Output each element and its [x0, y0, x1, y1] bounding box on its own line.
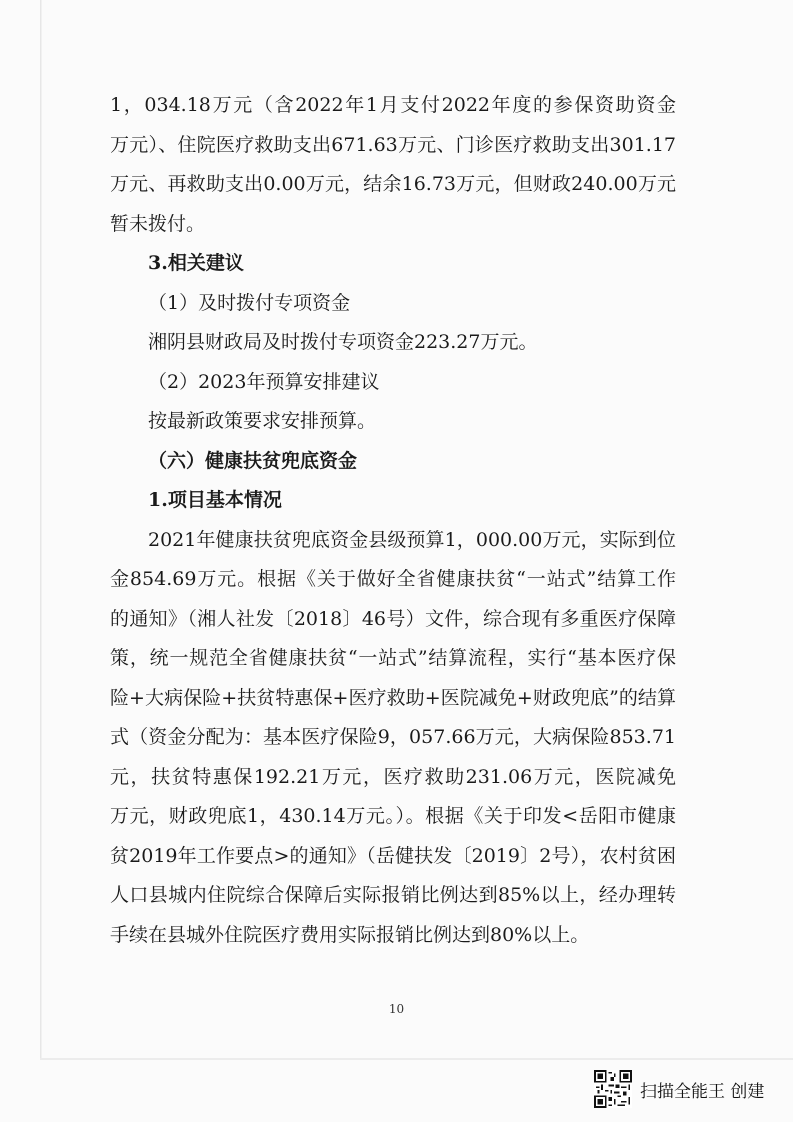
- text-line: 1.项目基本情况: [148, 489, 282, 511]
- text-line: 贫2019年工作要点>的通知》（岳健扶发〔2019〕2号），农村贫困: [110, 844, 676, 867]
- text-line: 暂未拨付。: [110, 212, 206, 235]
- text-line: 元，扶贫特惠保192.21万元，医疗救助231.06万元，医院减免: [110, 765, 676, 788]
- page-number: 10: [388, 1002, 405, 1016]
- text-line: 湘阴县财政局及时拨付专项资金223.27万元。: [148, 331, 538, 353]
- text-line: 策，统一规范全省健康扶贫“一站式”结算流程，实行“基本医疗保: [110, 647, 676, 669]
- text-line: 万元，财政兜底1，430.14万元。）。根据《关于印发<岳阳市健康: [110, 805, 676, 827]
- text-line: 手续在县城外住院医疗费用实际报销比例达到80%以上。: [110, 923, 590, 946]
- watermark-text: 扫描全能王 创建: [640, 1081, 765, 1102]
- qr-code-icon: [594, 1070, 632, 1108]
- text-line: 的通知》（湘人社发〔2018〕46号）文件，综合现有多重医疗保障: [110, 607, 676, 630]
- text-line: （六）健康扶贫兜底资金: [148, 449, 358, 472]
- text-line: 人口县城内住院综合保障后实际报销比例达到85%以上，经办理转: [110, 884, 676, 906]
- text-line: 金854.69万元。根据《关于做好全省健康扶贫“一站式”结算工作: [110, 568, 676, 590]
- text-line: 万元、再救助支出0.00万元，结余16.73万元，但财政240.00万元: [110, 173, 676, 195]
- page-edge-bottom: [40, 1058, 793, 1060]
- text-line: （1）及时拨付专项资金: [148, 291, 351, 314]
- scanner-watermark: [594, 1068, 784, 1110]
- page-edge-left: [40, 0, 42, 1060]
- text-line: 2021年健康扶贫兜底资金县级预算1，000.00万元，实际到位: [148, 528, 676, 551]
- text-line: 1，034.18万元（含2022年1月支付2022年度的参保资助资金: [110, 94, 676, 116]
- text-line: 3.相关建议: [148, 252, 244, 274]
- text-line: 按最新政策要求安排预算。: [148, 410, 377, 432]
- text-line: 式（资金分配为：基本医疗保险9，057.66万元，大病保险853.71: [110, 726, 676, 748]
- text-line: 险+大病保险+扶贫特惠保+医疗救助+医院减免+财政兜底”的结算: [110, 686, 676, 709]
- text-line: （2）2023年预算安排建议: [148, 370, 380, 393]
- text-line: 万元）、住院医疗救助支出671.63万元、门诊医疗救助支出301.17: [110, 133, 676, 156]
- document-body: [110, 86, 676, 955]
